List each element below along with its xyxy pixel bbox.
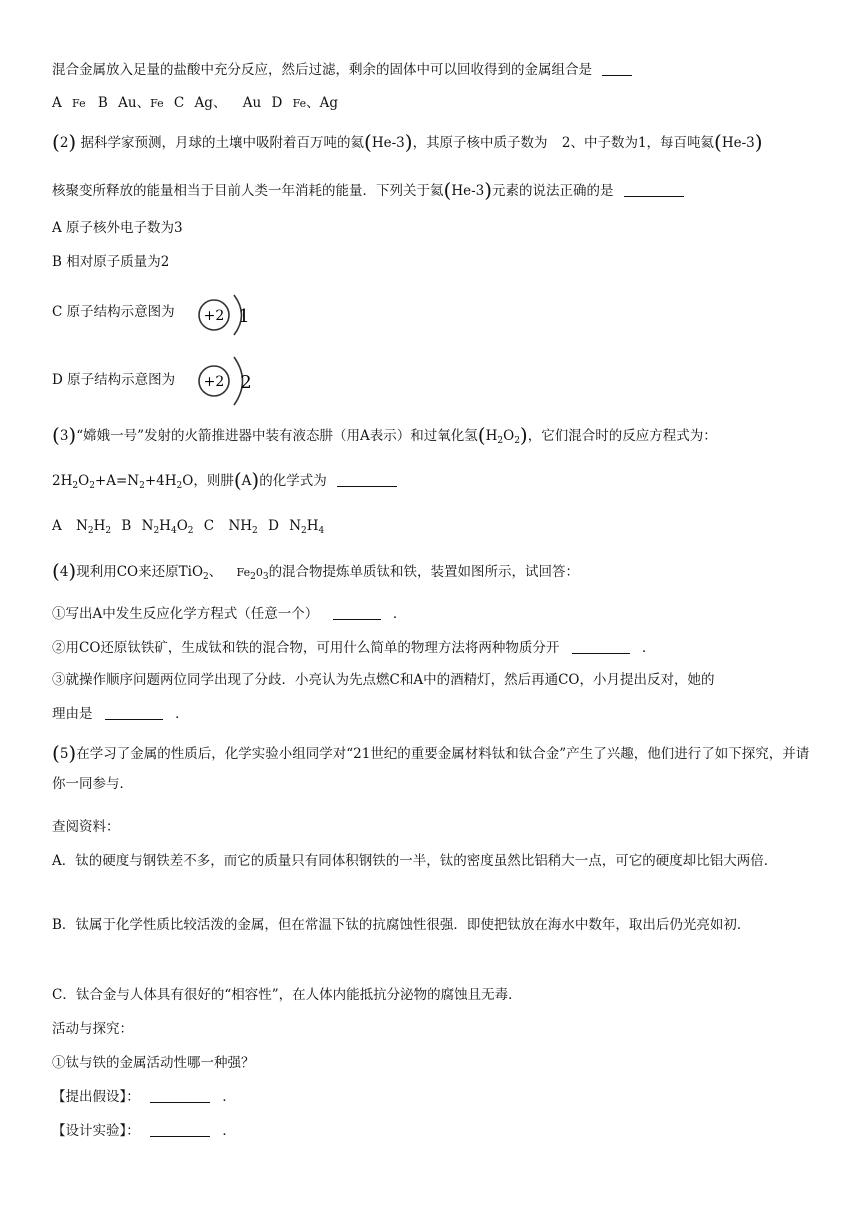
answer-blank[interactable] <box>150 1088 210 1103</box>
q4-step1: ①写出A中发生反应化学方程式（任意一个） ． <box>52 606 407 622</box>
answer-blank[interactable] <box>105 705 163 720</box>
q3-line1: (3)“嫦娥一号”发射的火箭推进器中装有液态肼（用A表示）和过氧化氢$(H_2O_2)$，它们混合时的反应方程式为： <box>52 423 717 447</box>
electron-count: 1 <box>238 306 250 327</box>
q2-option-a: A 原子核外电子数为3 <box>52 220 183 236</box>
q5-reference-a: A．钛的硬度与钢铁差不多，而它的质量只有同体积钢铁的一半，钛的密度虽然比铝稍大一点，可它的硬度却比铝大两倍． <box>52 853 778 869</box>
q3-equation: $2H_2O_2+A=N_2+4H_2O$，则肼(A)的化学式为 <box>52 470 820 496</box>
q1-options: A Fe B Au、Fe C Ag、 Au D Fe、Ag <box>52 95 339 111</box>
q2-option-b: B 相对原子质量为2 <box>52 254 170 270</box>
q4-line1: (4)现利用CO来还原TiO$_2$、 $Fe_20_3$的混合物提炼单质钛和铁，装置如图所示，试回答： <box>52 559 580 583</box>
q5-reference-title: 查阅资料： <box>52 819 120 835</box>
answer-blank[interactable] <box>602 61 632 76</box>
q4-step3: ③就操作顺序问题两位同学出现了分歧．小亮认为先点燃C和A中的酒精灯，然后再通CO，小月提出反对，她的 <box>52 672 715 688</box>
atom-structure-diagram-c <box>194 290 264 340</box>
q5-reference-b: B．钛属于化学性质比较活泼的金属，但在常温下钛的抗腐蚀性很强．即使把钛放在海水中数年，取出后仍光亮如初． <box>52 917 751 933</box>
electron-count: 2 <box>240 372 252 393</box>
q2-option-c: C 原子结构示意图为 <box>52 304 175 320</box>
q3-options: A $N_2H_2$ B $N_2H_4O_2$ C $NH_2$ D $N_2H_4$ <box>52 518 325 536</box>
nucleus-charge: +2 <box>203 308 225 324</box>
q5-intro: (5)在学习了金属的性质后，化学实验小组同学对“21世纪的重要金属材料钛和钛合金”产生了兴趣，他们进行了如下探究，并请你一同参与． <box>52 741 810 792</box>
atom-structure-diagram-d <box>194 353 264 409</box>
answer-blank[interactable] <box>624 182 684 197</box>
q5-activity-question: ①钛与铁的金属活动性哪一种强？ <box>52 1055 255 1071</box>
answer-blank[interactable] <box>572 639 630 654</box>
answer-blank[interactable] <box>150 1122 210 1137</box>
q5-hypothesis: 【提出假设】： ． <box>52 1089 236 1105</box>
q5-activity-title: 活动与探究： <box>52 1021 133 1037</box>
q1-stem: 混合金属放入足量的盐酸中充分反应，然后过滤，剩余的固体中可以回收得到的金属组合是 <box>52 60 820 80</box>
q4-step3-reason: 理由是 ． <box>52 706 189 722</box>
nucleus-charge: +2 <box>203 374 225 390</box>
q2-line2: 核聚变所释放的能量相当于目前人类一年消耗的能量．下列关于氦(He-3)元素的说法正确的是 <box>52 180 820 201</box>
answer-blank[interactable] <box>337 472 397 487</box>
q5-reference-c: C．钛合金与人体具有很好的“相容性”，在人体内能抵抗分泌物的腐蚀且无毒． <box>52 987 522 1003</box>
q4-step2: ②用CO还原钛铁矿，生成钛和铁的混合物，可用什么简单的物理方法将两种物质分开 ． <box>52 640 656 656</box>
q5-design: 【设计实验】： ． <box>52 1123 236 1139</box>
q2-line1: (2) 据科学家预测，月球的土壤中吸附着百万吨的氦(He-3)，其原子核中质子数为 2、中子数为1，每百吨氦(He-3) <box>52 130 763 154</box>
answer-blank[interactable] <box>333 605 381 620</box>
q2-option-d: D 原子结构示意图为 <box>52 372 176 388</box>
